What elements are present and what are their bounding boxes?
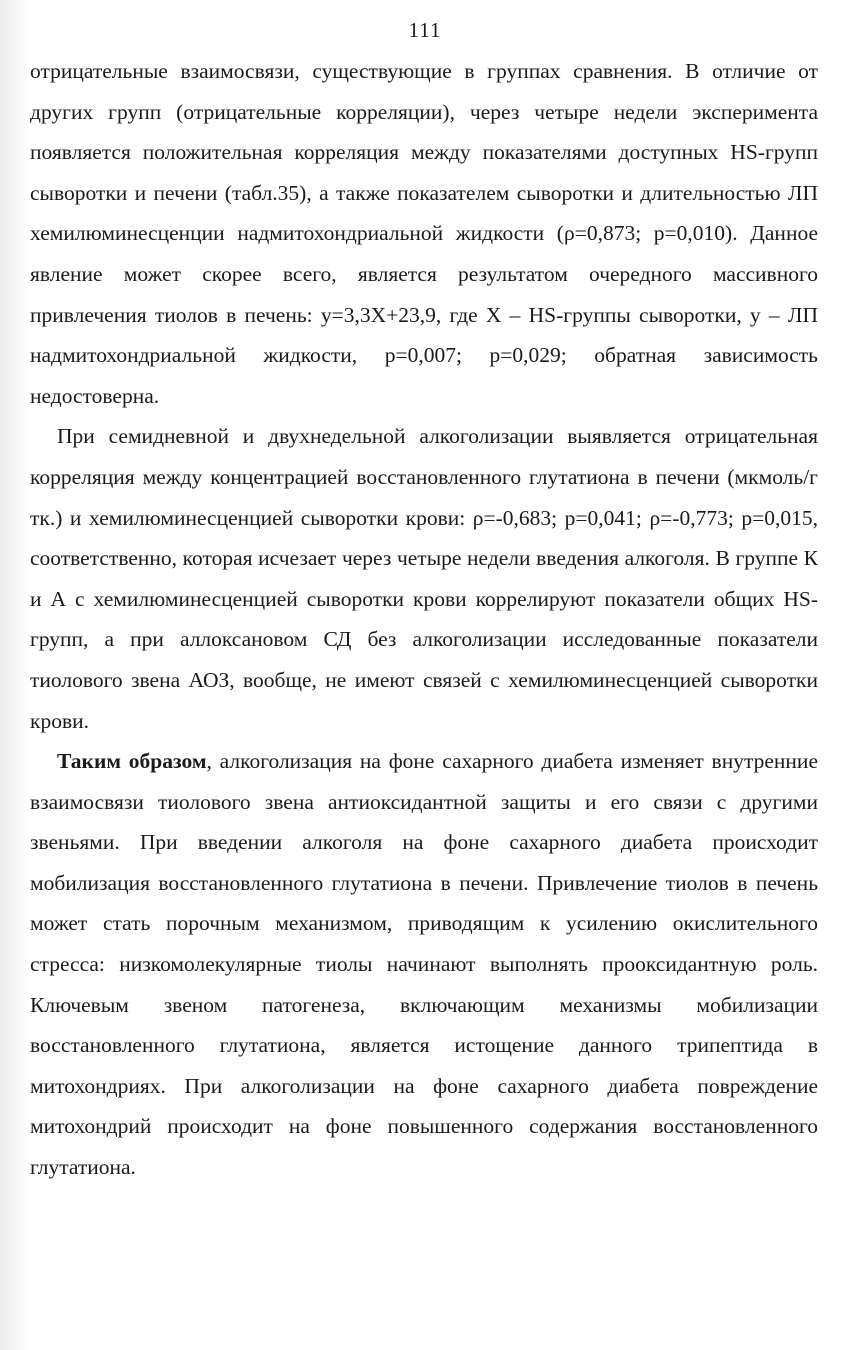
scan-shadow-edge [0,0,30,1350]
conclusion-text: , алкоголизация на фоне сахарного диабета изменяет внутренние взаимосвязи тиолового звена антиоксидантной защиты и его связи с другими звеньями. При введении алкоголя на фоне сахарного диабета происходит мобилизация восстановленного глутатиона в печени. Привлечение тиолов в печень может стать порочным механизмом, приводящим к усилению окислительного стресса: низкомолекулярные тиолы начинают выполнять прооксидантную роль. Ключевым звеном патогенеза, включающим механизмы мобилизации восстановленного глутатиона, является истощение данного трипептида в митохондриях. При алкоголизации на фоне сахарного диабета повреждение митохондрий происходит на фоне повышенного содержания восстановленного глутатиона. [30,749,818,1180]
paragraph-conclusion [30,741,818,1188]
paragraph-correlation: При семидневной и двухнедельной алкоголизации выявляется отрицательная корреляция между концентрацией восстановленного глутатиона в печени (мкмоль/г тк.) и хемилюминесценцией сыворотки крови: ρ=-0,683; p=0,041; ρ=-0,773; p=0,015, соответственно, которая исчезает через четыре недели введения алкоголя. В группе К и А с хемилюминесценцией сыворотки крови коррелируют показатели общих HS-групп, а при аллоксановом СД без алкоголизации исследованные показатели тиолового звена АОЗ, вообще, не имеют связей с хемилюминесценцией сыворотки крови. [30,424,818,733]
page-number: 111 [408,18,442,42]
paragraph-continuation: отрицательные взаимосвязи, существующие в группах сравнения. В отличие от других групп (отрицательные корреляции), через четыре недели эксперимента появляется положительная корреляция между показателями доступных HS-групп сыворотки и печени (табл.35), а также показателем сыворотки и длительностью ЛП хемилюминесценции надмитохондриальной жидкости (ρ=0,873; p=0,010). Данное явление может скорее всего, является результатом очередного массивного привлечения тиолов в печень: y=3,3X+23,9, где X – HS-группы сыворотки, y – ЛП надмитохондриальной жидкости, p=0,007; p=0,029; обратная зависимость недостоверна. [30,59,818,408]
document-body [30,51,818,1188]
conclusion-lead: Таким образом [57,749,207,774]
